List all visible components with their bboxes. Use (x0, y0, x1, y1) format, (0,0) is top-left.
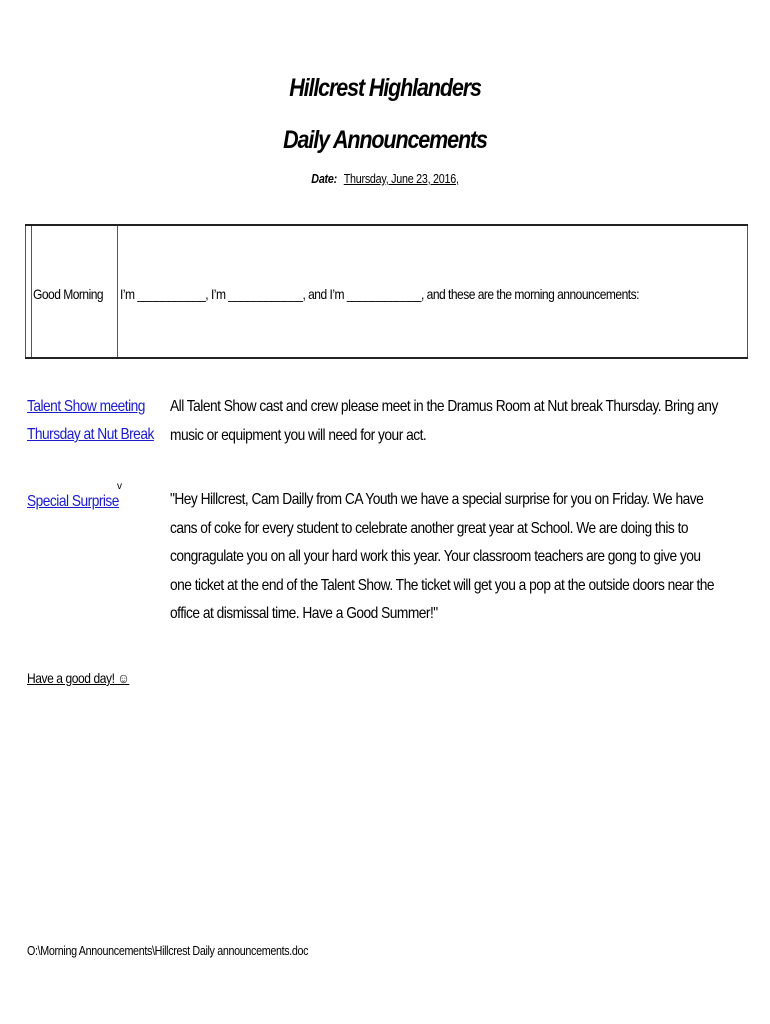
closing-text: Have a good day! ☺ (27, 670, 130, 686)
special-surprise-link[interactable]: Special Surprise (27, 493, 119, 510)
greeting-cell: Good Morning (33, 286, 104, 302)
greeting-table (25, 224, 748, 359)
special-surprise-text: "Hey Hillcrest, Cam Dailly from CA Youth we have a special surprise for you on Friday. We have cans of coke for every student to celebrate another great year at School. We are doing this to congragulate you on all your hard work this year. Your classroom teachers are gong to give you one ticket at the end of the Talent Show. The ticket will get you a pop at the outside doors near the office at dismissal time. Have a Good Summer!" (170, 491, 715, 622)
table-border-inner (31, 226, 32, 357)
table-column-divider (117, 226, 118, 357)
title-line-1: Hillcrest Highlanders (289, 74, 481, 102)
date-label: Date: (311, 172, 337, 186)
comment-mark: v (117, 481, 122, 492)
file-path-footer: O:\Morning Announcements\Hillcrest Daily announcements.doc (27, 944, 309, 958)
table-border-right (747, 226, 748, 357)
talent-show-text: All Talent Show cast and crew please meet in the Dramus Room at Nut break Thursday. Bring any music or equipment you will need for your act. (170, 398, 718, 444)
table-border-left (25, 226, 26, 357)
talent-show-link-line-1[interactable]: Talent Show meeting (27, 398, 145, 415)
date-line (54, 172, 716, 186)
title-line-2: Daily Announcements (283, 126, 487, 154)
greeting-script-cell: I’m ___________, I’m ____________, and I’m ____________, and these are the morning announcements: (120, 286, 639, 302)
date-value: Thursday, June 23, 2016, (343, 172, 459, 186)
talent-show-link[interactable] (27, 393, 154, 449)
talent-show-link-line-2[interactable]: Thursday at Nut Break (27, 426, 154, 443)
